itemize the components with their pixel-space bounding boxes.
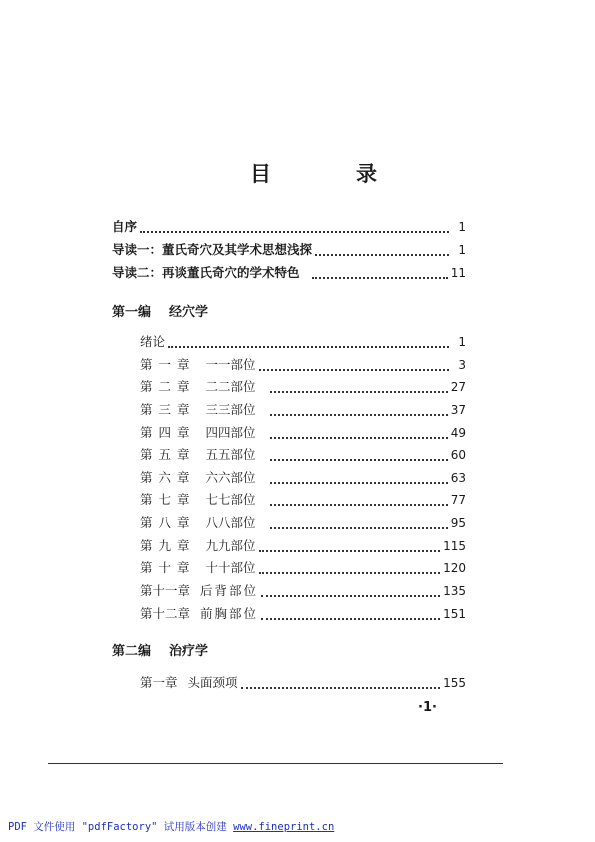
leader-dots <box>312 267 448 279</box>
toc-entry-chapter: 第七章 <box>140 492 196 507</box>
toc-entry-label: 自序 <box>112 219 138 234</box>
toc-entry-page: 115 <box>443 539 466 553</box>
leader-dots <box>259 359 449 371</box>
toc-entry-chapter: 第九章 <box>140 538 196 553</box>
toc-entry-chapter: 第四章 <box>140 425 196 440</box>
leader-dots <box>168 336 449 348</box>
leader-dots <box>270 472 448 484</box>
toc-entry-label: 导读二：再谈董氏奇穴的学术特色 <box>112 265 300 280</box>
toc-entry-intro-1[interactable] <box>112 241 466 259</box>
toc-entry-chapter: 第二章 <box>140 379 196 394</box>
toc-entry-name: 四四部位 <box>205 425 256 440</box>
toc-entry-name: 七七部位 <box>205 492 256 507</box>
part-name: 治疗学 <box>169 644 209 659</box>
toc-entry-chapter-5[interactable] <box>140 446 466 464</box>
toc-entry-page: 151 <box>443 607 466 621</box>
toc-entry-chapter-3[interactable] <box>140 401 466 419</box>
toc-entry-page: 135 <box>443 584 466 598</box>
toc-entry-chapter: 第五章 <box>140 447 196 462</box>
toc-entry-introduction[interactable] <box>140 333 466 351</box>
toc-entry-name: 三三部位 <box>205 402 256 417</box>
page-number: ·1· <box>418 700 437 715</box>
toc-entry-page: 37 <box>450 403 466 417</box>
toc-entry-chapter: 第一章 <box>140 357 196 372</box>
toc-entry-page: 49 <box>450 426 466 440</box>
toc-entry-chapter: 绪论 <box>140 334 166 349</box>
leader-dots <box>270 427 448 439</box>
toc-entry-label: 导读一：董氏奇穴及其学术思想浅探 <box>112 242 313 257</box>
footer-link[interactable]: www.fineprint.cn <box>233 821 335 833</box>
part-1-heading <box>112 301 208 320</box>
part-2-heading <box>112 640 208 659</box>
bottom-rule <box>48 763 503 764</box>
toc-entry-name: 后背部位 <box>200 583 259 598</box>
leader-dots <box>241 677 441 689</box>
toc-entry-name: 二二部位 <box>205 379 256 394</box>
toc-entry-chapter-4[interactable] <box>140 424 466 442</box>
toc-entry-page: 63 <box>450 471 466 485</box>
leader-dots <box>259 562 441 574</box>
toc-entry-chapter-6[interactable] <box>140 469 466 487</box>
toc-entry-name: 前胸部位 <box>200 606 259 621</box>
toc-entry-part2-chapter-1[interactable] <box>140 674 466 692</box>
toc-entry-page: 1 <box>458 243 466 257</box>
toc-entry-intro-2[interactable] <box>112 264 466 282</box>
part-number: 第一编 <box>112 305 152 320</box>
toc-entry-name: 一一部位 <box>205 357 256 372</box>
toc-entry-chapter-7[interactable] <box>140 491 466 509</box>
leader-dots <box>270 404 448 416</box>
toc-entry-chapter: 第十二章 <box>140 606 191 621</box>
leader-dots <box>315 244 449 256</box>
toc-entry-name: 九九部位 <box>205 538 256 553</box>
toc-entry-chapter: 第十一章 <box>140 583 191 598</box>
toc-entry-chapter: 第十章 <box>140 560 196 575</box>
leader-dots <box>140 221 449 233</box>
toc-entry-name: 五五部位 <box>205 447 256 462</box>
pdf-watermark-footer <box>8 819 334 834</box>
toc-entry-page: 77 <box>450 493 466 507</box>
toc-entry-page: 1 <box>458 220 466 234</box>
toc-entry-page: 1 <box>458 335 466 349</box>
toc-entry-chapter: 第三章 <box>140 402 196 417</box>
toc-entry-page: 3 <box>458 358 466 372</box>
toc-entry-name: 头面颈项 <box>187 675 238 690</box>
toc-entry-name: 十十部位 <box>205 560 256 575</box>
toc-entry-chapter-9[interactable] <box>140 537 466 555</box>
leader-dots <box>270 381 448 393</box>
leader-dots <box>270 449 448 461</box>
toc-entry-chapter-8[interactable] <box>140 514 466 532</box>
toc-entry-name: 六六部位 <box>205 470 256 485</box>
footer-text: PDF 文件使用 "pdfFactory" 试用版本创建 <box>8 821 227 833</box>
leader-dots <box>261 585 440 597</box>
toc-entry-chapter-1[interactable] <box>140 356 466 374</box>
toc-entry-chapter-12[interactable] <box>140 605 466 623</box>
toc-entry-chapter-2[interactable] <box>140 378 466 396</box>
part-name: 经穴学 <box>169 305 209 320</box>
toc-entry-page: 60 <box>450 448 466 462</box>
toc-entry-name: 八八部位 <box>205 515 256 530</box>
toc-entry-chapter: 第一章 <box>140 675 178 690</box>
toc-entry-page: 95 <box>450 516 466 530</box>
leader-dots <box>259 540 441 552</box>
leader-dots <box>261 608 440 620</box>
toc-entry-page: 27 <box>450 380 466 394</box>
page-title: 目 录 <box>250 161 409 186</box>
toc-entry-chapter: 第六章 <box>140 470 196 485</box>
toc-entry-chapter: 第八章 <box>140 515 196 530</box>
leader-dots <box>270 494 448 506</box>
toc-entry-page: 11 <box>450 266 466 280</box>
part-number: 第二编 <box>112 644 152 659</box>
toc-entry-preface[interactable] <box>112 218 466 236</box>
toc-entry-chapter-10[interactable] <box>140 559 466 577</box>
toc-entry-page: 155 <box>443 676 466 690</box>
toc-entry-page: 120 <box>443 561 466 575</box>
leader-dots <box>270 517 448 529</box>
toc-entry-chapter-11[interactable] <box>140 582 466 600</box>
